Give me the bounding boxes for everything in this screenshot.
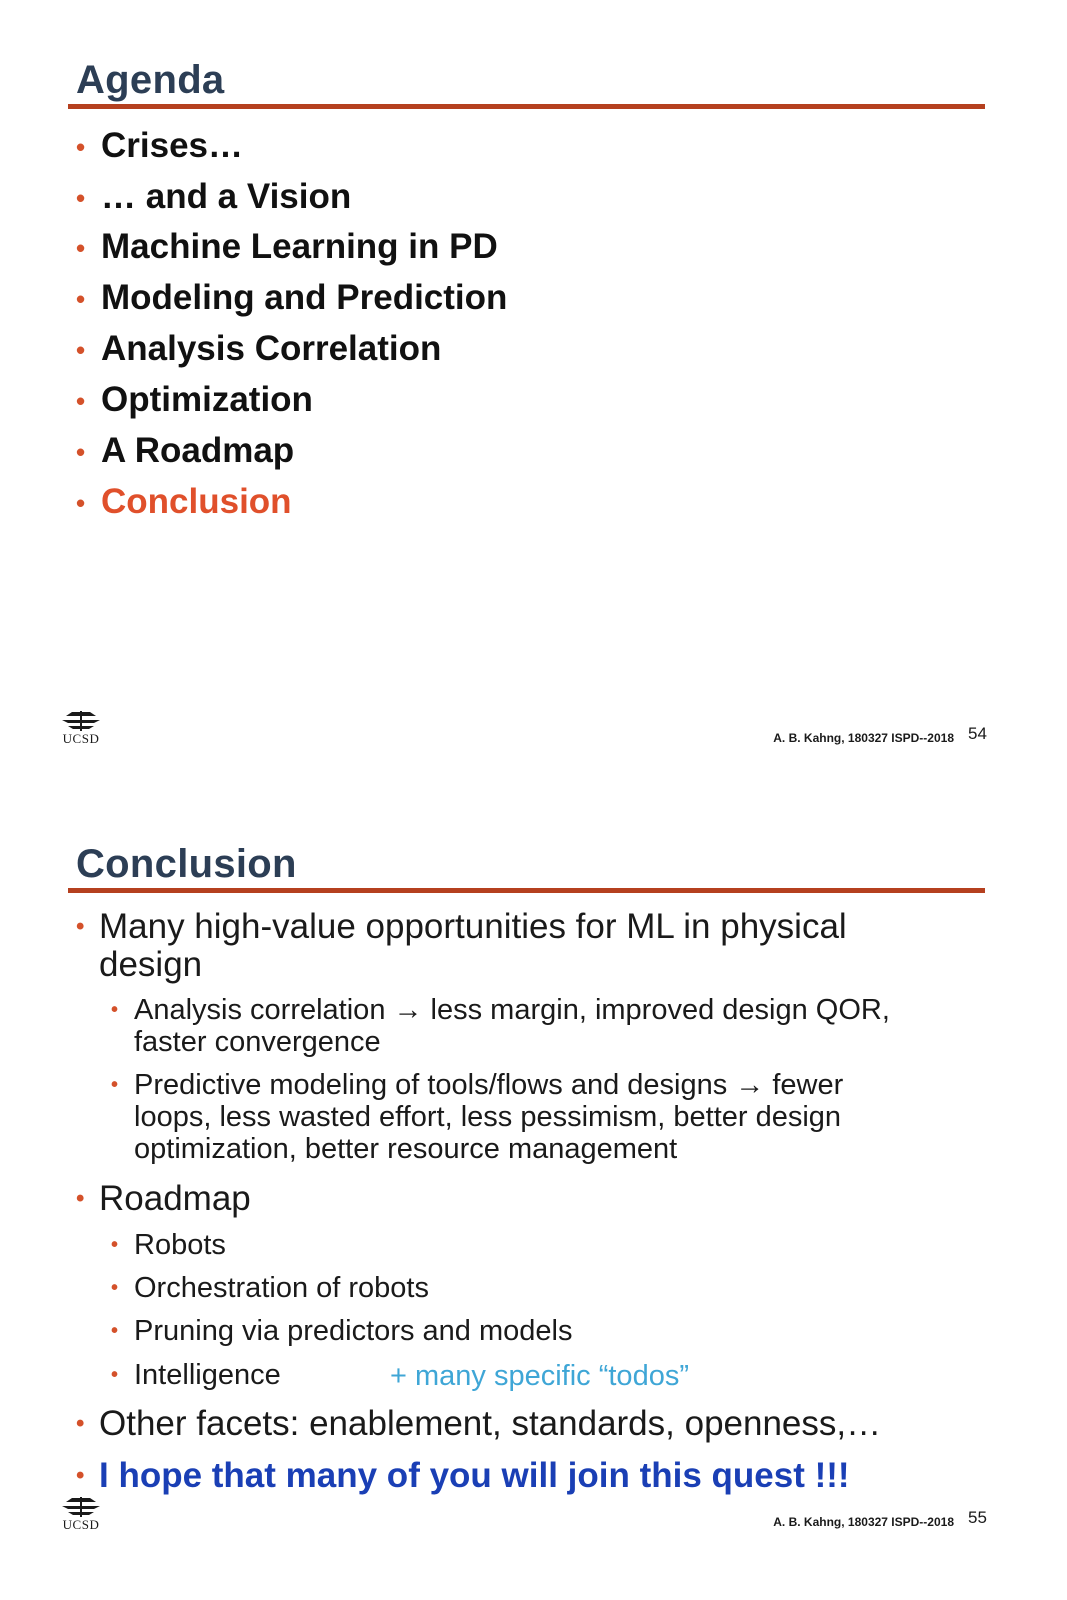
- closing-statement: I hope that many of you will join this quest !!!: [99, 1456, 850, 1495]
- trident-icon: [56, 710, 106, 732]
- page-title: Agenda: [76, 58, 225, 102]
- list-item-continuation: design: [99, 945, 203, 984]
- sub-bullet-icon: •: [111, 1074, 119, 1096]
- agenda-item: Analysis Correlation: [101, 329, 442, 368]
- sub-list-item-continuation: optimization, better resource management: [134, 1133, 678, 1165]
- logo-text: UCSD: [62, 731, 100, 746]
- footer-credit: A. B. Kahng, 180327 ISPD--2018: [773, 1515, 954, 1529]
- sub-list-item-continuation: loops, less wasted effort, less pessimism, better design: [134, 1101, 842, 1133]
- sub-list-item: Robots: [134, 1229, 226, 1261]
- sub-list-item-continuation: faster convergence: [134, 1026, 381, 1058]
- logo-text: UCSD: [62, 1517, 100, 1532]
- bullet-icon: •: [76, 1462, 85, 1489]
- sub-list-item: Intelligence: [134, 1359, 281, 1391]
- footer-credit: A. B. Kahng, 180327 ISPD--2018: [773, 731, 954, 745]
- side-note: + many specific “todos”: [390, 1360, 689, 1392]
- agenda-item: Optimization: [101, 380, 313, 419]
- bullet-icon: •: [76, 437, 86, 467]
- agenda-list: [0, 0, 1067, 790]
- agenda-item-active: Conclusion: [101, 482, 292, 521]
- bullet-icon: •: [76, 488, 86, 518]
- bullet-icon: •: [76, 335, 86, 365]
- trident-icon: [56, 1496, 106, 1518]
- sub-bullet-icon: •: [111, 999, 119, 1021]
- bullet-icon: •: [76, 233, 86, 263]
- sub-list-item: Orchestration of robots: [134, 1272, 429, 1304]
- bullet-icon: •: [76, 386, 86, 416]
- sub-bullet-icon: •: [111, 1364, 119, 1386]
- bullet-icon: •: [76, 183, 86, 213]
- list-item: Other facets: enablement, standards, openness,…: [99, 1404, 882, 1443]
- bullet-icon: •: [76, 132, 86, 162]
- ucsd-logo: [56, 710, 106, 746]
- bullet-icon: •: [76, 913, 85, 940]
- bullet-icon: •: [76, 1410, 85, 1437]
- bullet-icon: •: [76, 1185, 85, 1212]
- conclusion-list: [0, 790, 1067, 1580]
- agenda-item: Modeling and Prediction: [101, 278, 508, 317]
- ucsd-logo: [56, 1496, 106, 1532]
- sub-list-item: Predictive modeling of tools/flows and designs → fewer: [134, 1069, 844, 1101]
- sub-list-item: Analysis correlation → less margin, improved design QOR,: [134, 994, 890, 1026]
- sub-bullet-icon: •: [111, 1234, 119, 1256]
- list-item: Roadmap: [99, 1179, 251, 1218]
- sub-bullet-icon: •: [111, 1320, 119, 1342]
- page-number: 54: [968, 724, 987, 743]
- slide-conclusion: [0, 790, 1067, 1580]
- page-number: 55: [968, 1508, 987, 1527]
- slide-agenda: [0, 0, 1067, 790]
- agenda-item: … and a Vision: [101, 177, 352, 216]
- sub-bullet-icon: •: [111, 1277, 119, 1299]
- agenda-item: Machine Learning in PD: [101, 227, 498, 266]
- sub-list-item: Pruning via predictors and models: [134, 1315, 573, 1347]
- page-title: Conclusion: [76, 842, 297, 886]
- bullet-icon: •: [76, 284, 86, 314]
- agenda-item: A Roadmap: [101, 431, 295, 470]
- agenda-item: Crises…: [101, 126, 244, 165]
- list-item: Many high-value opportunities for ML in physical: [99, 907, 847, 946]
